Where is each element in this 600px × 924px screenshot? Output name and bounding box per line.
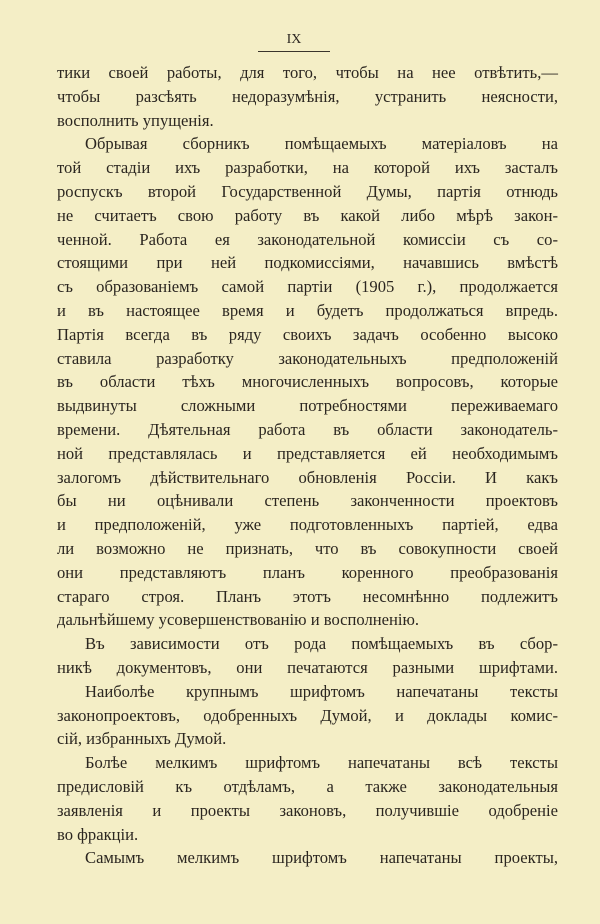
text-line: и предположеній, уже подготовленныхъ партіей, едва: [57, 515, 558, 535]
text-line: залогомъ дѣйствительнаго обновленія Россіи. И какъ: [57, 467, 558, 487]
text-line: бы ни оцѣнивали степень законченности проектовъ: [57, 491, 558, 511]
text-line: Партія всегда въ ряду своихъ задачъ особенно высоко: [57, 324, 558, 344]
text-line: времени. Дѣятельная работа въ области законодатель-: [57, 419, 558, 439]
text-line: тики своей работы, для того, чтобы на нее отвѣтить,—: [57, 63, 558, 82]
text-line: выдвинуты сложными потребностями переживаемаго: [57, 396, 558, 416]
text-line: Въ зависимости отъ рода помѣщаемыхъ въ сбор-: [85, 634, 558, 654]
text-line: ли возможно не признать, что въ совокупности своей: [57, 538, 558, 558]
text-line: ставила разработку законодательныхъ предположеній: [57, 348, 558, 368]
text-line: въ области тѣхъ многочисленныхъ вопросовъ, которые: [57, 372, 558, 392]
text-line: дальнѣйшему усовершенствованію и восполненію.: [57, 610, 420, 630]
text-line: роспускъ второй Государственной Думы, партія отнюдь: [57, 181, 558, 201]
page-number: IX: [286, 32, 302, 47]
text-line: стоящими при ней подкомиссіями, начавшись вмѣстѣ: [57, 253, 558, 273]
text-line: законопроектовъ, одобренныхъ Думой, и доклады комис-: [57, 705, 558, 725]
text-line: заявленія и проекты законовъ, получившіе одобреніе: [57, 800, 558, 820]
text-line: во фракціи.: [57, 824, 139, 844]
text-line: Наиболѣе крупнымъ шрифтомъ напечатаны тексты: [85, 681, 558, 701]
text-line: Самымъ мелкимъ шрифтомъ напечатаны проекты,: [85, 848, 558, 868]
header-rule: [258, 51, 330, 52]
text-line: предисловій къ отдѣламъ, а также законодательныя: [57, 776, 558, 796]
text-line: той стадіи ихъ разработки, на которой ихъ засталъ: [57, 158, 558, 178]
text-line: ной представлялась и представляется ей необходимымъ: [57, 443, 558, 463]
text-line: чтобы разсѣять недоразумѣнія, устранить неясности,: [57, 86, 558, 106]
text-line: стараго строя. Планъ этотъ несомнѣнно подлежитъ: [57, 586, 558, 606]
body-text: [57, 61, 558, 870]
text-line: не считаетъ свою работу въ какой либо мѣрѣ закон-: [57, 205, 558, 225]
text-line: ченной. Работа ея законодательной комиссіи съ со-: [57, 229, 558, 249]
text-line: они представляютъ планъ коренного преобразованія: [57, 562, 558, 582]
text-line: Обрывая сборникъ помѣщаемыхъ матеріаловъ на: [85, 134, 558, 154]
text-line: сій, избранныхъ Думой.: [57, 729, 227, 749]
text-line: съ образованіемъ самой партіи (1905 г.), продолжается: [57, 277, 558, 297]
text-line: и въ настоящее время и будетъ продолжаться впредь.: [57, 300, 558, 320]
text-line: Болѣе мелкимъ шрифтомъ напечатаны всѣ тексты: [85, 753, 558, 773]
text-line: никѣ документовъ, они печатаются разными шрифтами.: [57, 657, 558, 677]
text-line: восполнить упущенія.: [57, 110, 214, 130]
